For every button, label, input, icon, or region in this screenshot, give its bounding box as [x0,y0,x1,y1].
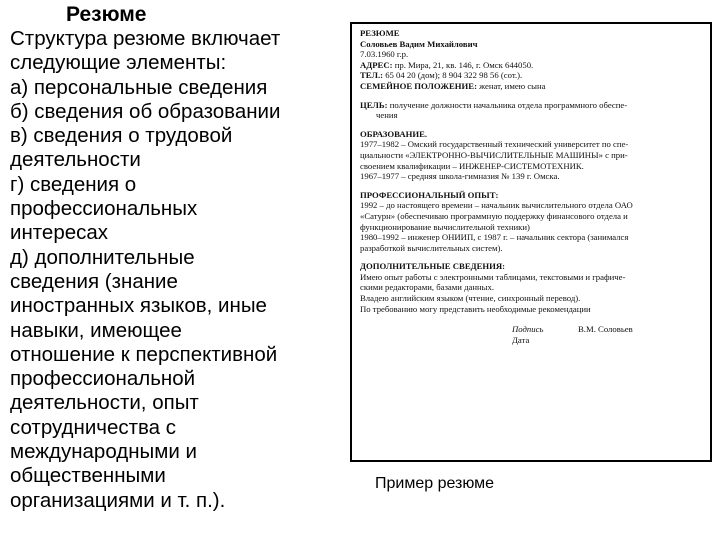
text-line: иностранных языков, иные [10,294,267,318]
additional-info-line: Владею английским языком (чтение, синхронный перевод). [360,293,581,304]
phone-label: ТЕЛ.: [360,70,384,81]
text-line: организациями и т. п.). [10,488,226,512]
resume-example [360,28,708,345]
address-label: АДРЕС: [360,59,393,70]
text-line: а) персональные сведения [10,75,268,99]
text-line: следующие элементы: [10,51,227,75]
text-line: профессиональных [10,197,198,221]
education-line: 1967–1977 – средняя школа-гимназия № 139 г. Омска. [360,171,560,182]
experience-line: «Сатурн» (обеспечиваю программную поддержку финансового отдела и [360,210,628,221]
text-line: международными и [10,440,197,464]
experience-line: функционирование вычислительной техники) [360,221,530,232]
text-line: интересах [10,221,109,245]
text-line: б) сведения об образовании [10,99,281,123]
address-value: пр. Мира, 21, кв. 146, г. Омск 644050. [394,59,534,70]
education-line: своением квалификации – ИНЖЕНЕР-СИСТЕМОТЕХНИК. [360,160,584,171]
experience-line: разработкой вычислительных систем). [360,242,503,253]
experience-line: 1992 – до настоящего времени – начальник вычислительного отдела ОАО [360,200,633,211]
text-line: г) сведения о [10,172,137,196]
education-label: ОБРАЗОВАНИЕ. [360,128,428,139]
additional-info-line: По требованию могу представить необходимые рекомендации [360,303,591,314]
additional-info-line: Имею опыт работы с электронными таблицами, текстовыми и графиче- [360,271,626,282]
family-value: женат, имею сына [479,80,546,91]
goal-text-cont: чения [376,110,398,121]
education-line: циальности «ЭЛЕКТРОННО-ВЫЧИСЛИТЕЛЬНЫЕ МАШИНЫ» с при- [360,149,628,160]
additional-info-label: ДОПОЛНИТЕЛЬНЫЕ СВЕДЕНИЯ: [360,261,506,272]
signature-label: Подпись [512,324,544,335]
resume-name: Соловьев Вадим Михайлович [360,38,478,49]
text-line: общественными [10,464,166,488]
text-line: д) дополнительные [10,245,195,269]
text-line: навыки, имеющее [10,318,182,342]
goal-label: ЦЕЛЬ: [360,99,388,110]
text-line: сотрудничества с [10,415,177,439]
text-line: деятельности [10,148,141,172]
text-line: отношение к перспективной [10,342,278,366]
resume-birthdate: 7.03.1960 г.р. [360,49,409,60]
phone-value: 65 04 20 (дом); 8 904 322 98 56 (сот.). [385,70,523,81]
text-line: сведения (знание [10,269,178,293]
text-line: в) сведения о трудовой [10,124,233,148]
date-label: Дата [512,334,530,345]
structure-description [10,27,345,513]
additional-info-line: скими редакторами, базами данных. [360,282,495,293]
text-line: Структура резюме включает [10,27,281,50]
goal-text: получение должности начальника отдела программного обеспе- [389,99,628,110]
text-line: профессиональной [10,367,196,391]
education-line: 1977–1982 – Омский государственный технический университет по спе- [360,139,629,150]
slide-title: Резюме [66,3,147,26]
text-line: деятельности, опыт [10,391,199,415]
family-label: СЕМЕЙНОЕ ПОЛОЖЕНИЕ: [360,80,477,91]
experience-line: 1980–1992 – инженер ОНИИП, с 1987 г. – начальник сектора (занимался [360,232,629,243]
resume-heading: РЕЗЮМЕ [360,28,400,38]
resume-caption: Пример резюме [375,475,495,492]
signature-name: В.М. Соловьев [578,324,633,335]
experience-label: ПРОФЕССИОНАЛЬНЫЙ ОПЫТ: [360,189,499,200]
